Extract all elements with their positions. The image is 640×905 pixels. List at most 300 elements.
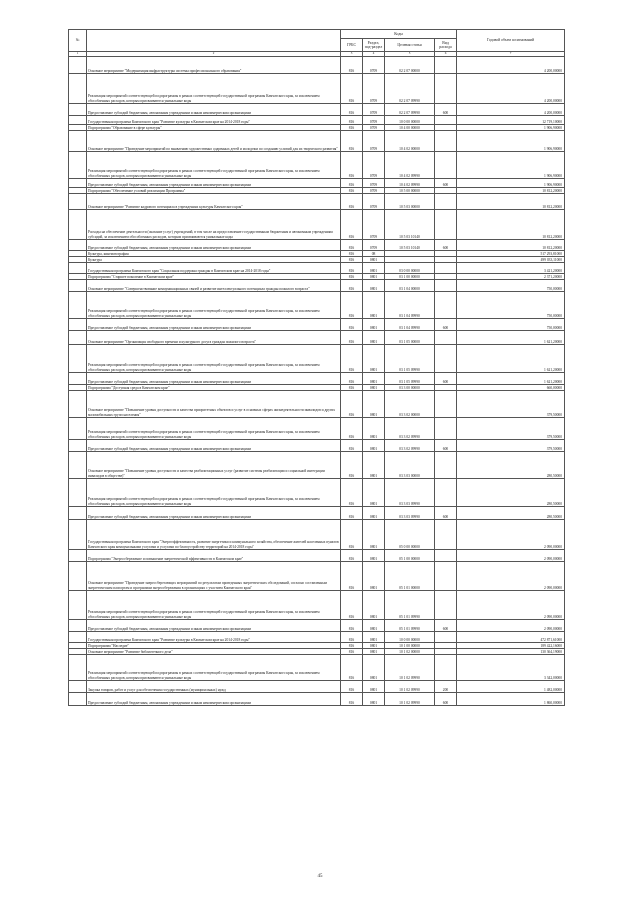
row-section-cell: 0801 xyxy=(363,257,385,263)
row-grbs-cell: 816 xyxy=(341,194,363,210)
row-amount-cell: 750,00000 xyxy=(457,292,565,319)
row-name-cell: Предоставление субсидий бюджетным, автономным учреждениям и иным некоммерческим организациям xyxy=(87,620,341,632)
row-amount-cell: 499 033,11000 xyxy=(457,257,565,263)
row-amount-cell: 2 090,00000 xyxy=(457,591,565,620)
row-grbs-cell: 816 xyxy=(341,257,363,263)
col-number: 6 xyxy=(435,52,457,57)
row-name-cell: Основное мероприятие "Совершенствование коммуникационных связей и развитие интеллектуального потенциала граждан пожилого возраста" xyxy=(87,280,341,292)
row-name-cell: Закупка товаров, работ и услуг для обеспечения государственных (муниципальных) нужд xyxy=(87,681,341,693)
row-name-cell: Подпрограмма "Энергосбережение и повышение энергетической эффективности в Камчатском крае" xyxy=(87,550,341,562)
row-amount-cell: 1 621,20000 xyxy=(457,373,565,385)
table-row xyxy=(69,57,565,74)
row-exp-type-cell xyxy=(435,331,457,345)
header-amount: Годовой объем ассигнований xyxy=(457,30,565,52)
row-number-cell xyxy=(69,391,87,418)
row-section-cell: 0801 xyxy=(363,418,385,440)
row-exp-type-cell xyxy=(435,655,457,681)
row-section-cell: 0801 xyxy=(363,479,385,507)
row-amount-cell: 517 293,81000 xyxy=(457,251,565,257)
table-row xyxy=(69,116,565,125)
row-grbs-cell: 816 xyxy=(341,655,363,681)
row-name-cell: Предоставление субсидий бюджетным, автономным учреждениям и иным некоммерческим организациям xyxy=(87,319,341,331)
table-row xyxy=(69,620,565,632)
row-exp-type-cell: 600 xyxy=(435,507,457,520)
row-target-cell: 03 1 05 00000 xyxy=(385,331,435,345)
row-name-cell: Культура xyxy=(87,257,341,263)
row-grbs-cell: 816 xyxy=(341,452,363,479)
row-target-cell: 10 5 03 10140 xyxy=(385,240,435,251)
table-row xyxy=(69,194,565,210)
row-target-cell: 03 3 02 09990 xyxy=(385,418,435,440)
row-number-cell xyxy=(69,263,87,274)
row-amount-cell: 1 621,20000 xyxy=(457,345,565,373)
table-row xyxy=(69,655,565,681)
row-exp-type-cell xyxy=(435,116,457,125)
row-amount-cell: 1 906,90000 xyxy=(457,125,565,131)
row-section-cell: 0801 xyxy=(363,591,385,620)
row-target-cell: 05 1 01 09990 xyxy=(385,620,435,632)
row-section-cell: 0709 xyxy=(363,188,385,194)
row-section-cell: 0801 xyxy=(363,520,385,550)
row-number-cell xyxy=(69,632,87,643)
row-target-cell: 02 2 07 09990 xyxy=(385,74,435,104)
row-amount-cell: 472 871,61000 xyxy=(457,632,565,643)
row-number-cell xyxy=(69,562,87,591)
row-section-cell: 0709 xyxy=(363,131,385,152)
row-name-cell: Основное мероприятие "Проведение энергосберегающих мероприятий по результатам проведенных энергетических обследований, согласно составленным энергетическим паспортам и программам энергосбережения в организациях с участием Камчатского края" xyxy=(87,562,341,591)
row-amount-cell: 280,50000 xyxy=(457,452,565,479)
row-exp-type-cell: 600 xyxy=(435,440,457,452)
row-amount-cell: 2 090,00000 xyxy=(457,550,565,562)
row-target-cell: 10 5 00 00000 xyxy=(385,188,435,194)
row-grbs-cell: 816 xyxy=(341,74,363,104)
table-row xyxy=(69,693,565,706)
row-grbs-cell: 816 xyxy=(341,188,363,194)
row-section-cell: 0801 xyxy=(363,391,385,418)
row-section-cell: 0801 xyxy=(363,620,385,632)
row-exp-type-cell xyxy=(435,591,457,620)
row-grbs-cell: 816 xyxy=(341,274,363,280)
table-row xyxy=(69,280,565,292)
row-name-cell: Основное мероприятие "Повышение уровня доступности и качества приоритетных объектов и услуг в основных сферах жизнедеятельности инвалидов и других маломобильных групп населения" xyxy=(87,391,341,418)
table-row xyxy=(69,562,565,591)
row-section-cell: 0801 xyxy=(363,655,385,681)
row-target-cell: 10 1 02 00000 xyxy=(385,649,435,655)
row-section-cell: 0709 xyxy=(363,179,385,188)
row-section-cell: 0801 xyxy=(363,263,385,274)
table-row xyxy=(69,240,565,251)
row-exp-type-cell xyxy=(435,391,457,418)
row-grbs-cell: 816 xyxy=(341,520,363,550)
row-target-cell: 03 1 05 09990 xyxy=(385,345,435,373)
row-number-cell xyxy=(69,550,87,562)
row-exp-type-cell xyxy=(435,479,457,507)
table-row xyxy=(69,74,565,104)
table-row xyxy=(69,104,565,116)
row-number-cell xyxy=(69,693,87,706)
row-name-cell: Подпрограмма "Старшее поколение в Камчатском крае" xyxy=(87,274,341,280)
row-number-cell xyxy=(69,292,87,319)
row-amount-cell: 130 364,19000 xyxy=(457,649,565,655)
row-target-cell: 10 4 02 09990 xyxy=(385,179,435,188)
row-target-cell: 10 1 02 09990 xyxy=(385,693,435,706)
col-number: 2 xyxy=(87,52,341,57)
row-grbs-cell: 816 xyxy=(341,280,363,292)
row-amount-cell: 379,50000 xyxy=(457,440,565,452)
row-target-cell: 10 4 02 00000 xyxy=(385,131,435,152)
row-amount-cell: 280,50000 xyxy=(457,479,565,507)
row-section-cell: 0801 xyxy=(363,440,385,452)
row-exp-type-cell: 600 xyxy=(435,179,457,188)
row-grbs-cell: 816 xyxy=(341,479,363,507)
row-target-cell: 10 4 02 09990 xyxy=(385,152,435,179)
row-target-cell: 05 1 00 00000 xyxy=(385,550,435,562)
row-number-cell xyxy=(69,104,87,116)
row-name-cell: Реализация мероприятий соответствующей подпрограммы в рамках соответствующей государственной программы Камчатского края, за исключением обособленных расходов, которым присваиваются уникальные коды xyxy=(87,345,341,373)
table-row xyxy=(69,632,565,643)
row-target-cell: 03 3 03 09990 xyxy=(385,479,435,507)
row-target-cell: 05 1 01 00000 xyxy=(385,562,435,591)
row-section-cell: 0801 xyxy=(363,292,385,319)
row-target-cell: 05 0 00 00000 xyxy=(385,520,435,550)
header-exp-type: Вид расхода xyxy=(435,39,457,52)
row-name-cell: Предоставление субсидий бюджетным, автономным учреждениям и иным некоммерческим организациям xyxy=(87,179,341,188)
header-codes: Коды xyxy=(341,30,457,39)
row-target-cell: 03 3 02 00000 xyxy=(385,391,435,418)
row-section-cell: 0801 xyxy=(363,649,385,655)
row-grbs-cell: 816 xyxy=(341,319,363,331)
row-amount-cell: 3 342,00000 xyxy=(457,655,565,681)
row-name-cell: Предоставление субсидий бюджетным, автономным учреждениям и иным некоммерческим организациям xyxy=(87,240,341,251)
row-amount-cell: 4 200,00000 xyxy=(457,74,565,104)
row-target-cell: 03 1 04 09990 xyxy=(385,292,435,319)
row-exp-type-cell xyxy=(435,152,457,179)
row-section-cell: 08 xyxy=(363,251,385,257)
row-section-cell: 0801 xyxy=(363,345,385,373)
col-number: 4 xyxy=(363,52,385,57)
row-name-cell: Культура, кинематография xyxy=(87,251,341,257)
table-row xyxy=(69,391,565,418)
col-number: 5 xyxy=(385,52,435,57)
row-grbs-cell: 816 xyxy=(341,57,363,74)
row-name-cell: Основное мероприятие "Повышение уровня доступности и качества реабилитационных услуг (развитие системы реабилитации и социальной интеграции инвалидов в обществе)" xyxy=(87,452,341,479)
row-section-cell: 0709 xyxy=(363,74,385,104)
row-grbs-cell: 816 xyxy=(341,179,363,188)
row-number-cell xyxy=(69,74,87,104)
row-target-cell: 02 2 07 09990 xyxy=(385,104,435,116)
table-row xyxy=(69,440,565,452)
row-target-cell: 03 3 02 09990 xyxy=(385,440,435,452)
table-row xyxy=(69,179,565,188)
row-name-cell: Государственная программа Камчатского края "Энергоэффективность, развитие энергетики и коммунального хозяйства, обеспечение жителей населенных пунктов Камчатского края коммунальными услугами и услугами по благоустройству территорий на 2014-2018 годы" xyxy=(87,520,341,550)
row-exp-type-cell: 600 xyxy=(435,319,457,331)
row-amount-cell: 3 421,20000 xyxy=(457,263,565,274)
row-grbs-cell: 816 xyxy=(341,131,363,152)
row-amount-cell: 189 422,16000 xyxy=(457,643,565,649)
row-amount-cell: 1 906,90000 xyxy=(457,152,565,179)
row-name-cell: Государственная программа Камчатского края "Развитие культуры в Камчатском крае на 2014-2018 годы" xyxy=(87,116,341,125)
row-name-cell: Основное мероприятие "Развитие библиотечного дела" xyxy=(87,649,341,655)
row-exp-type-cell: 200 xyxy=(435,681,457,693)
row-exp-type-cell xyxy=(435,210,457,240)
table-row xyxy=(69,507,565,520)
row-number-cell xyxy=(69,240,87,251)
row-number-cell xyxy=(69,331,87,345)
row-section-cell: 0801 xyxy=(363,373,385,385)
row-number-cell xyxy=(69,210,87,240)
row-name-cell: Реализация мероприятий соответствующей подпрограммы в рамках соответствующей государственной программы Камчатского края, за исключением обособленных расходов, которым присваиваются уникальные коды xyxy=(87,479,341,507)
row-name-cell: Предоставление субсидий бюджетным, автономным учреждениям и иным некоммерческим организациям xyxy=(87,104,341,116)
row-grbs-cell: 816 xyxy=(341,507,363,520)
row-exp-type-cell: 600 xyxy=(435,620,457,632)
row-number-cell xyxy=(69,345,87,373)
row-section-cell: 0709 xyxy=(363,116,385,125)
row-section-cell: 0709 xyxy=(363,57,385,74)
table-row xyxy=(69,152,565,179)
row-number-cell xyxy=(69,280,87,292)
table-row xyxy=(69,210,565,240)
row-exp-type-cell xyxy=(435,280,457,292)
page-number: 45 xyxy=(317,874,323,879)
row-grbs-cell: 816 xyxy=(341,591,363,620)
row-name-cell: Реализация мероприятий соответствующей подпрограммы в рамках соответствующей государственной программы Камчатского края, за исключением обособленных расходов, которым присваиваются уникальные коды xyxy=(87,292,341,319)
row-number-cell xyxy=(69,681,87,693)
row-target-cell: 03 3 03 00000 xyxy=(385,452,435,479)
row-amount-cell: 750,00000 xyxy=(457,319,565,331)
table-row xyxy=(69,452,565,479)
row-number-cell xyxy=(69,116,87,125)
row-number-cell xyxy=(69,655,87,681)
row-section-cell: 0801 xyxy=(363,562,385,591)
row-amount-cell: 4 200,00000 xyxy=(457,104,565,116)
row-exp-type-cell xyxy=(435,520,457,550)
row-exp-type-cell xyxy=(435,452,457,479)
row-grbs-cell: 816 xyxy=(341,240,363,251)
row-exp-type-cell xyxy=(435,632,457,643)
row-target-cell: 10 5 03 00000 xyxy=(385,194,435,210)
table-row xyxy=(69,131,565,152)
row-number-cell xyxy=(69,507,87,520)
header-section: Раздел, под-раздел xyxy=(363,39,385,52)
row-number-cell xyxy=(69,179,87,188)
row-grbs-cell: 816 xyxy=(341,116,363,125)
row-section-cell: 0709 xyxy=(363,210,385,240)
row-target-cell: 03 1 04 09990 xyxy=(385,319,435,331)
row-exp-type-cell: 600 xyxy=(435,104,457,116)
row-grbs-cell: 816 xyxy=(341,693,363,706)
table-row xyxy=(69,263,565,274)
row-grbs-cell: 816 xyxy=(341,251,363,257)
row-target-cell: 03 0 00 00000 xyxy=(385,263,435,274)
row-grbs-cell: 816 xyxy=(341,391,363,418)
row-grbs-cell: 816 xyxy=(341,681,363,693)
row-name-cell: Реализация мероприятий соответствующей подпрограммы в рамках соответствующей государственной программы Камчатского края, за исключением обособленных расходов, которым присваиваются уникальные коды xyxy=(87,74,341,104)
row-name-cell: Подпрограмма "Образование в сфере культуры" xyxy=(87,125,341,131)
header-name xyxy=(87,30,341,52)
row-target-cell: 03 1 05 09990 xyxy=(385,373,435,385)
row-exp-type-cell xyxy=(435,263,457,274)
row-section-cell: 0801 xyxy=(363,280,385,292)
row-number-cell xyxy=(69,452,87,479)
row-amount-cell: 4 200,00000 xyxy=(457,57,565,74)
row-amount-cell: 280,50000 xyxy=(457,507,565,520)
row-number-cell xyxy=(69,319,87,331)
row-exp-type-cell: 600 xyxy=(435,240,457,251)
row-grbs-cell: 816 xyxy=(341,649,363,655)
row-target-cell: 03 1 00 00000 xyxy=(385,274,435,280)
row-section-cell: 0801 xyxy=(363,681,385,693)
row-section-cell: 0709 xyxy=(363,240,385,251)
row-amount-cell: 10 812,20000 xyxy=(457,194,565,210)
row-number-cell xyxy=(69,373,87,385)
row-grbs-cell: 816 xyxy=(341,125,363,131)
row-target-cell: 03 3 00 00000 xyxy=(385,385,435,391)
row-name-cell: Основное мероприятие "Организация свободного времени и культурного досуга граждан пожилого возраста" xyxy=(87,331,341,345)
table-row xyxy=(69,520,565,550)
table-row xyxy=(69,345,565,373)
row-target-cell: 10 1 00 00000 xyxy=(385,643,435,649)
row-amount-cell: 12 719,10000 xyxy=(457,116,565,125)
table-row xyxy=(69,591,565,620)
row-number-cell xyxy=(69,131,87,152)
row-amount-cell: 10 812,20000 xyxy=(457,240,565,251)
row-name-cell: Реализация мероприятий соответствующей подпрограммы в рамках соответствующей государственной программы Камчатского края, за исключением обособленных расходов, которым присваиваются уникальные коды xyxy=(87,591,341,620)
table-row xyxy=(69,681,565,693)
row-name-cell: Подпрограмма "Обеспечение условий реализации Программы" xyxy=(87,188,341,194)
row-grbs-cell: 816 xyxy=(341,152,363,179)
row-name-cell: Предоставление субсидий бюджетным, автономным учреждениям и иным некоммерческим организациям xyxy=(87,507,341,520)
row-name-cell: Предоставление субсидий бюджетным, автономным учреждениям и иным некоммерческим организациям xyxy=(87,693,341,706)
row-target-cell: 10 1 02 09990 xyxy=(385,681,435,693)
row-amount-cell: 379,50000 xyxy=(457,391,565,418)
row-target-cell: 10 0 00 00000 xyxy=(385,632,435,643)
row-grbs-cell: 816 xyxy=(341,643,363,649)
table-row xyxy=(69,331,565,345)
row-amount-cell: 1 906,90000 xyxy=(457,179,565,188)
row-section-cell: 0709 xyxy=(363,194,385,210)
row-grbs-cell: 816 xyxy=(341,385,363,391)
row-number-cell xyxy=(69,152,87,179)
row-name-cell: Реализация мероприятий соответствующей подпрограммы в рамках соответствующей государственной программы Камчатского края, за исключением обособленных расходов, которым присваиваются уникальные коды xyxy=(87,655,341,681)
row-section-cell: 0801 xyxy=(363,507,385,520)
row-section-cell: 0801 xyxy=(363,319,385,331)
row-grbs-cell: 816 xyxy=(341,550,363,562)
row-exp-type-cell: 600 xyxy=(435,373,457,385)
table-row xyxy=(69,373,565,385)
row-exp-type-cell xyxy=(435,57,457,74)
row-target-cell: 02 2 07 00000 xyxy=(385,57,435,74)
row-number-cell xyxy=(69,418,87,440)
header-num: № xyxy=(69,30,87,52)
row-amount-cell: 379,50000 xyxy=(457,418,565,440)
row-amount-cell: 2 371,20000 xyxy=(457,274,565,280)
row-name-cell: Реализация мероприятий соответствующей подпрограммы в рамках соответствующей государственной программы Камчатского края, за исключением обособленных расходов, которым присваиваются уникальные коды xyxy=(87,152,341,179)
row-section-cell: 0801 xyxy=(363,643,385,649)
row-target-cell: 05 1 01 09990 xyxy=(385,591,435,620)
row-section-cell: 0801 xyxy=(363,331,385,345)
row-amount-cell: 2 090,00000 xyxy=(457,562,565,591)
row-number-cell xyxy=(69,479,87,507)
row-grbs-cell: 816 xyxy=(341,632,363,643)
row-name-cell: Государственная программа Камчатского края "Социальная поддержка граждан в Камчатском крае на 2014-2018 годы" xyxy=(87,263,341,274)
row-exp-type-cell xyxy=(435,418,457,440)
row-section-cell: 0709 xyxy=(363,152,385,179)
col-number: 3 xyxy=(341,52,363,57)
row-section-cell: 0801 xyxy=(363,632,385,643)
row-name-cell: Подпрограмма "Наследие" xyxy=(87,643,341,649)
row-number-cell xyxy=(69,194,87,210)
row-exp-type-cell xyxy=(435,292,457,319)
row-grbs-cell: 816 xyxy=(341,292,363,319)
budget-table xyxy=(68,29,565,706)
row-section-cell: 0709 xyxy=(363,125,385,131)
row-name-cell: Основное мероприятие "Проведение мероприятий по выявлению художественно одаренных детей и молодежи по созданию условий для их творческого развития" xyxy=(87,131,341,152)
table-row xyxy=(69,292,565,319)
row-grbs-cell: 816 xyxy=(341,418,363,440)
row-exp-type-cell xyxy=(435,131,457,152)
row-number-cell xyxy=(69,520,87,550)
row-section-cell: 0801 xyxy=(363,452,385,479)
row-grbs-cell: 816 xyxy=(341,263,363,274)
row-name-cell: Государственная программа Камчатского края "Развитие культуры в Камчатском крае на 2014-2018 годы" xyxy=(87,632,341,643)
row-name-cell: Расходы на обеспечение деятельности (оказание услуг) учреждений, в том числе на предоставление государственным бюджетным и автономным учреждениям субсидий, за исключением обособленных расходов, которым присваиваются уникальные коды xyxy=(87,210,341,240)
row-target-cell: 10 5 03 10140 xyxy=(385,210,435,240)
row-exp-type-cell xyxy=(435,562,457,591)
row-target-cell: 10 0 00 00000 xyxy=(385,116,435,125)
row-amount-cell: 1 860,00000 xyxy=(457,693,565,706)
col-number: 1 xyxy=(69,52,87,57)
row-grbs-cell: 816 xyxy=(341,620,363,632)
row-grbs-cell: 816 xyxy=(341,331,363,345)
row-name-cell: Реализация мероприятий соответствующей подпрограммы в рамках соответствующей государственной программы Камчатского края, за исключением обособленных расходов, которым присваиваются уникальные коды xyxy=(87,418,341,440)
row-number-cell xyxy=(69,620,87,632)
table-row xyxy=(69,418,565,440)
row-amount-cell: 750,00000 xyxy=(457,280,565,292)
row-section-cell: 0801 xyxy=(363,550,385,562)
row-section-cell: 0709 xyxy=(363,104,385,116)
row-amount-cell: 660,00000 xyxy=(457,385,565,391)
row-section-cell: 0801 xyxy=(363,693,385,706)
row-amount-cell: 2 090,00000 xyxy=(457,620,565,632)
row-target-cell: 10 1 02 09990 xyxy=(385,655,435,681)
row-amount-cell: 1 482,00000 xyxy=(457,681,565,693)
row-amount-cell: 10 812,20000 xyxy=(457,210,565,240)
row-section-cell: 0801 xyxy=(363,274,385,280)
row-grbs-cell: 816 xyxy=(341,104,363,116)
row-target-cell: 10 4 00 00000 xyxy=(385,125,435,131)
row-target-cell: 03 1 04 00000 xyxy=(385,280,435,292)
row-name-cell: Основное мероприятие "Модернизация инфраструктуры системы профессионального образования" xyxy=(87,57,341,74)
row-exp-type-cell xyxy=(435,345,457,373)
row-amount-cell: 2 090,00000 xyxy=(457,520,565,550)
table-body xyxy=(69,57,565,706)
row-name-cell: Предоставление субсидий бюджетным, автономным учреждениям и иным некоммерческим организациям xyxy=(87,373,341,385)
row-grbs-cell: 816 xyxy=(341,440,363,452)
row-grbs-cell: 816 xyxy=(341,562,363,591)
row-name-cell: Предоставление субсидий бюджетным, автономным учреждениям и иным некоммерческим организациям xyxy=(87,440,341,452)
row-amount-cell: 1 621,20000 xyxy=(457,331,565,345)
row-grbs-cell: 816 xyxy=(341,210,363,240)
table-row xyxy=(69,479,565,507)
row-name-cell: Подпрограмма "Доступная среда в Камчатском крае" xyxy=(87,385,341,391)
col-number: 7 xyxy=(457,52,565,57)
row-grbs-cell: 816 xyxy=(341,373,363,385)
row-amount-cell: 10 812,20000 xyxy=(457,188,565,194)
row-target-cell: 03 3 03 09990 xyxy=(385,507,435,520)
row-exp-type-cell xyxy=(435,74,457,104)
row-name-cell: Основное мероприятие "Развитие кадрового потенциала в учреждениях культуры Камчатского края" xyxy=(87,194,341,210)
table-row xyxy=(69,319,565,331)
